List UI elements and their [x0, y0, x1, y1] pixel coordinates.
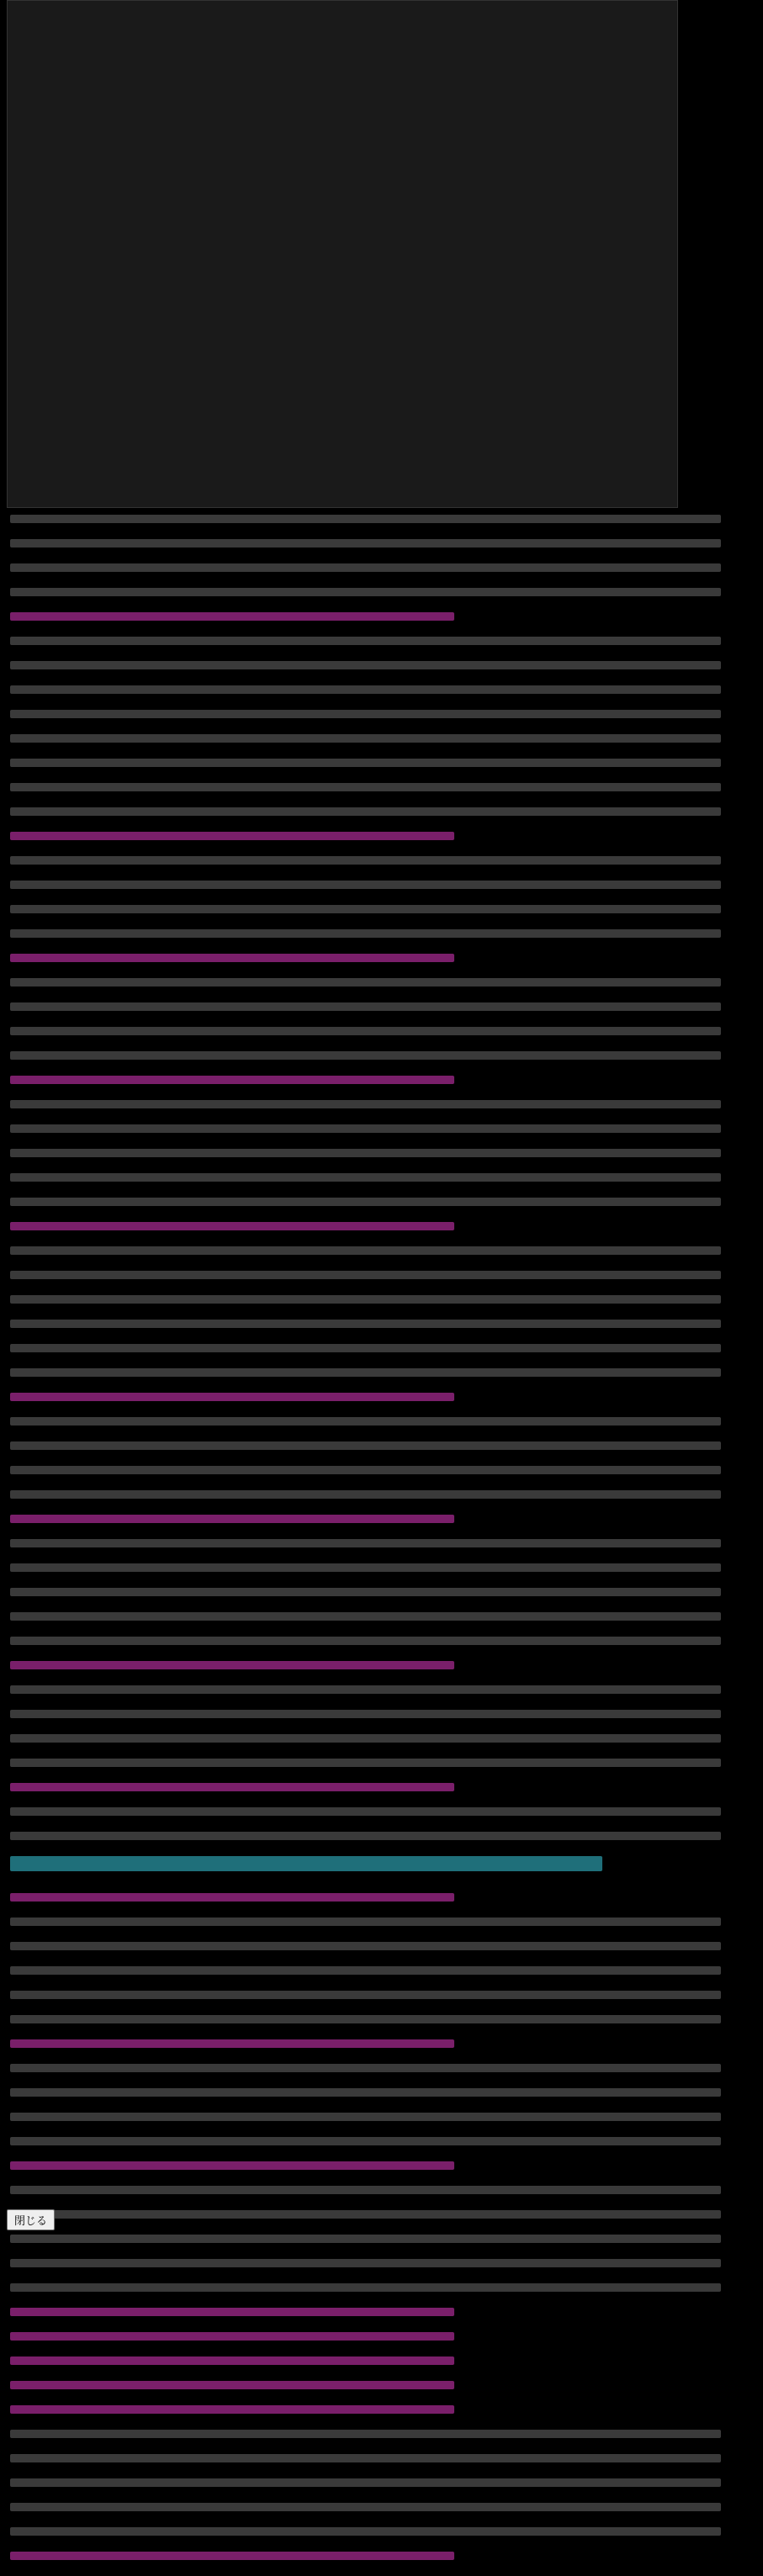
redacted-line — [10, 637, 721, 645]
redacted-line — [10, 978, 721, 986]
redacted-line — [10, 2552, 454, 2560]
redacted-line — [10, 881, 721, 889]
redacted-line — [10, 1002, 721, 1011]
redacted-line — [10, 1942, 721, 1950]
redacted-line — [10, 1368, 721, 1377]
redacted-line — [10, 1612, 721, 1621]
redacted-line — [10, 2064, 721, 2072]
redacted-line — [10, 807, 721, 816]
redacted-line — [10, 954, 454, 962]
redacted-line — [10, 539, 721, 547]
redacted-line — [10, 1198, 721, 1206]
redacted-line — [10, 1490, 721, 1499]
redacted-line — [10, 2015, 721, 2023]
redacted-line — [10, 1271, 721, 1279]
redacted-line — [10, 2430, 721, 2438]
redacted-line — [10, 1661, 454, 1669]
redacted-line — [10, 1076, 454, 1084]
redacted-line — [10, 1759, 721, 1767]
redacted-line — [10, 588, 721, 596]
redacted-line — [10, 2113, 721, 2121]
redacted-line — [10, 1783, 454, 1791]
redacted-line — [10, 1393, 454, 1401]
redacted-line — [10, 1966, 721, 1975]
redacted-line — [10, 1124, 721, 1133]
redacted-line — [10, 1344, 721, 1352]
redacted-line — [10, 1295, 721, 1304]
redacted-line — [10, 563, 721, 572]
redacted-line — [10, 2503, 721, 2511]
redacted-line — [10, 1893, 454, 1902]
redacted-line — [10, 734, 721, 743]
redacted-line — [10, 1917, 721, 1926]
redacted-line — [10, 515, 721, 523]
redacted-line — [10, 685, 721, 694]
redacted-line — [10, 661, 721, 669]
redacted-line — [10, 2039, 454, 2048]
redacted-line — [10, 1441, 721, 1450]
redacted-line — [10, 2259, 721, 2267]
redacted-line — [10, 1539, 721, 1547]
redacted-line — [10, 1685, 721, 1694]
redacted-line — [10, 1027, 721, 1035]
redacted-line — [10, 1149, 721, 1157]
redacted-line — [10, 759, 721, 767]
redacted-line — [10, 1991, 721, 1999]
redacted-line — [10, 1320, 721, 1328]
redacted-line — [10, 2454, 721, 2462]
illustration-placeholder — [7, 0, 678, 508]
redacted-line — [10, 1515, 454, 1523]
redacted-line — [10, 1173, 721, 1182]
redacted-line — [10, 2186, 721, 2194]
redacted-line — [10, 2210, 721, 2219]
redacted-line — [10, 856, 721, 865]
close-button[interactable]: 閉じる — [7, 2209, 55, 2230]
redacted-line — [10, 1051, 721, 1060]
redacted-line — [10, 1246, 721, 1255]
redacted-line — [10, 2356, 454, 2365]
redacted-line — [10, 1588, 721, 1596]
redacted-line — [10, 2405, 454, 2414]
redacted-line — [10, 1734, 721, 1743]
redacted-line — [10, 1466, 721, 1474]
redacted-line — [10, 2527, 721, 2536]
redacted-line — [10, 929, 721, 938]
redacted-line — [10, 1710, 721, 1718]
redacted-line — [10, 612, 454, 621]
redacted-line — [10, 1637, 721, 1645]
redacted-line — [10, 2478, 721, 2487]
redacted-line — [10, 2137, 721, 2145]
redacted-line — [10, 1222, 454, 1230]
redacted-line — [10, 783, 721, 791]
redacted-line — [10, 2235, 721, 2243]
redacted-line — [10, 2332, 454, 2341]
redacted-line — [10, 1100, 721, 1108]
redacted-line — [10, 2283, 721, 2292]
story-text-redacted — [10, 515, 750, 2576]
redacted-line — [10, 2088, 721, 2097]
redacted-line — [10, 1832, 721, 1840]
redacted-line — [10, 710, 721, 718]
redacted-line — [10, 2308, 454, 2316]
redacted-line — [10, 832, 454, 840]
redacted-line — [10, 1856, 602, 1871]
redacted-line — [10, 1807, 721, 1816]
redacted-line — [10, 2161, 454, 2170]
redacted-line — [10, 2381, 454, 2389]
redacted-line — [10, 905, 721, 913]
redacted-line — [10, 1563, 721, 1572]
redacted-line — [10, 1417, 721, 1426]
